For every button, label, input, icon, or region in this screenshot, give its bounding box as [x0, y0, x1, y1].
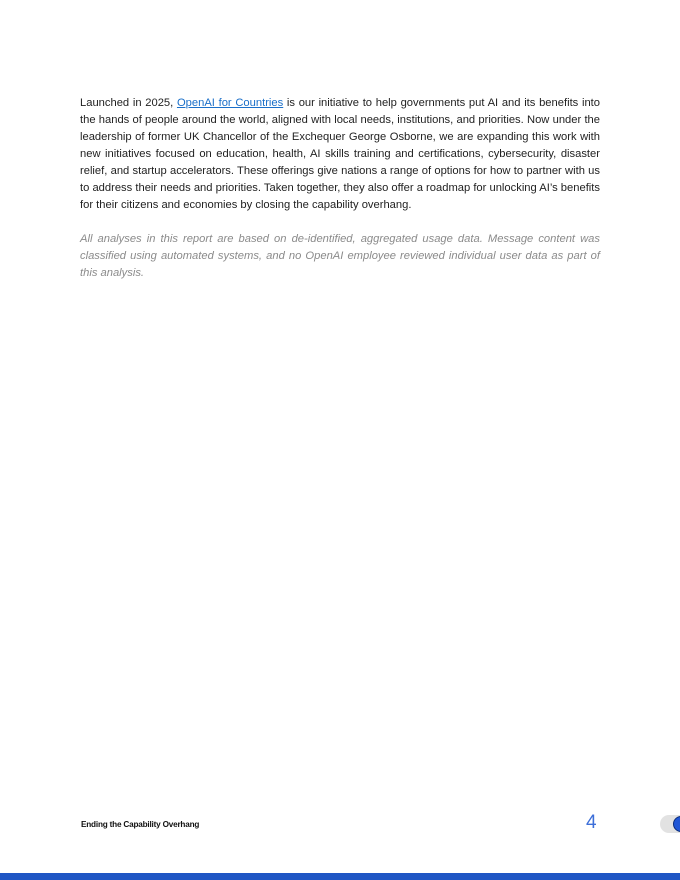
openai-for-countries-link[interactable]: OpenAI for Countries	[176, 97, 284, 109]
toggle-knob	[673, 816, 680, 832]
toggle-icon[interactable]	[660, 815, 680, 833]
page-number: 4	[586, 812, 597, 833]
bottom-accent-bar	[0, 873, 680, 880]
body-rest-text: is our initiative to help governments put AI and its benefits into the hands of people around the world, aligned with local needs, institutions, and priorities. Now under the leadership of former UK Chancellor of the Exchequer George Osborne, we are expanding this work with new initiatives focused on education, health, AI skills training and certifications, cybersecurity, disaster relief, and startup accelerators. These offerings give nations a range of options for how to partner with us to address their needs and priorities. Taken together, they also offer a roadmap for unlocking AI’s benefits for their citizens and economies by closing the capability overhang.	[80, 97, 601, 211]
body-paragraph	[80, 95, 600, 214]
body-intro-text: Launched in 2025,	[80, 97, 177, 109]
data-note-paragraph: All analyses in this report are based on de-identified, aggregated usage data. Message content was classified using automated systems, and no OpenAI employee reviewed individual user data as part of this analysis.	[80, 233, 600, 279]
footer-title: Ending the Capability Overhang	[81, 820, 200, 829]
